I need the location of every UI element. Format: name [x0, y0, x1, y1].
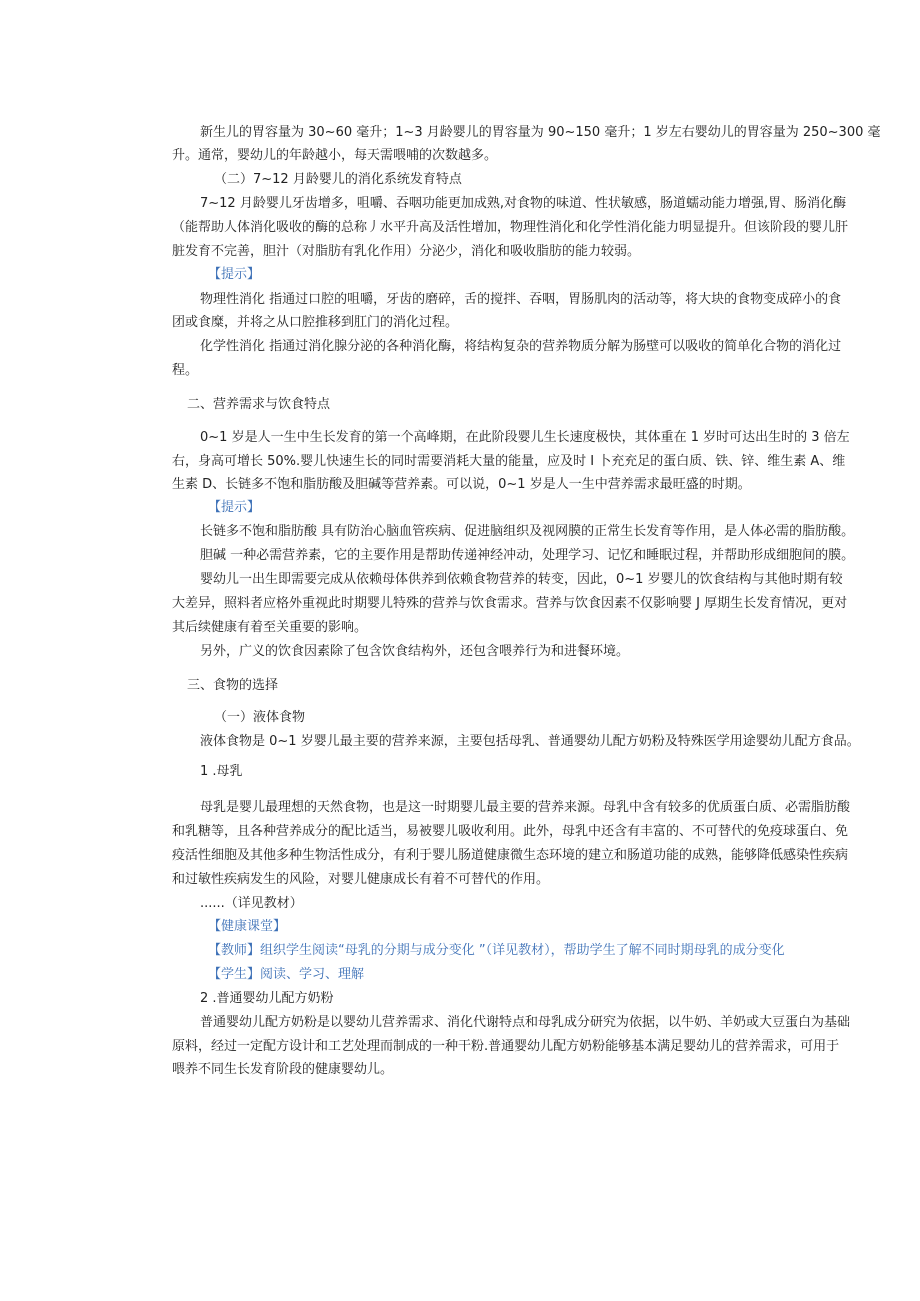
student-activity: 【学生】阅读、学习、理解	[208, 967, 365, 982]
paragraph-line: 0~1 岁是人一生中生长发育的第一个高峰期，在此阶段婴儿生长速度极快，其体重在 1 岁时可达出生时的 3 倍左	[200, 430, 850, 445]
list-item-heading: 1 .母乳	[200, 764, 243, 779]
paragraph-line: 生素 D、长链多不饱和脂肪酸及胆碱等营养素。可以说，0~1 岁是人一生中营养需求最旺盛的时期。	[172, 477, 751, 492]
paragraph-line: 团或食糜，并将之从口腔推移到肛门的消化过程。	[172, 315, 459, 330]
paragraph-line: 和乳糖等，且各种营养成分的配比适当，易被婴儿吸收利用。此外，母乳中还含有丰富的、不可替代的免疫球蛋白、免	[172, 824, 849, 839]
list-item-heading: 2 .普通婴幼儿配方奶粉	[200, 991, 334, 1006]
paragraph-line: 化学性消化 指通过消化腺分泌的各种消化酶，将结构复杂的营养物质分解为肠壁可以吸收的简单化合物的消化过	[200, 339, 842, 354]
paragraph-line: 普通婴幼儿配方奶粉是以婴幼儿营养需求、消化代谢特点和母乳成分研究为依据，以牛奶、羊奶或大豆蛋白为基础	[200, 1015, 851, 1030]
paragraph-line: 液体食物是 0~1 岁婴儿最主要的营养来源，主要包括母乳、普通婴幼儿配方奶粉及特殊医学用途婴幼儿配方食品。	[200, 734, 860, 749]
paragraph-line: 其后续健康有着至关重要的影响。	[172, 620, 368, 635]
subsection-heading: （一）液体食物	[214, 710, 306, 725]
tip-label: 【提示】	[208, 267, 261, 282]
paragraph-line: 物理性消化 指通过口腔的咀嚼，牙齿的磨碎，舌的搅拌、吞咽，胃肠肌肉的活动等，将大块的食物变成碎小的食	[200, 292, 842, 307]
paragraph-line: 喂养不同生长发育阶段的健康婴幼儿。	[172, 1062, 394, 1077]
teacher-activity: 【教师】组织学生阅读“母乳的分期与成分变化 ”（详见教材），帮助学生了解不同时期母乳的成分变化	[208, 943, 785, 958]
subsection-heading: （二）7~12 月龄婴儿的消化系统发育特点	[214, 172, 462, 187]
paragraph-line: 婴幼儿一出生即需要完成从依赖母体供养到依赖食物营养的转变，因此，0~1 岁婴儿的饮食结构与其他时期有较	[200, 572, 843, 587]
paragraph-line: 程。	[172, 363, 199, 378]
see-textbook-note: ......（详见教材）	[200, 896, 303, 911]
paragraph-line: 脏发育不完善，胆汁（对脂肪有乳化作用）分泌少，消化和吸收脂肪的能力较弱。	[172, 244, 641, 259]
paragraph-line: 7~12 月龄婴儿牙齿增多，咀嚼、吞咽功能更加成熟,对食物的味道、性状敏感，肠道蠕动能力增强,胃、肠消化酶	[200, 196, 847, 211]
paragraph-line: 新生儿的胃容量为 30~60 毫升；1~3 月龄婴儿的胃容量为 90~150 毫升；1 岁左右婴幼儿的胃容量为 250~300 毫	[200, 125, 881, 140]
paragraph-line: 大差异，照料者应格外重视此时期婴儿特殊的营养与饮食需求。营养与饮食因素不仅影响婴 J 厚期生长发育情况，更对	[172, 596, 848, 611]
paragraph-line: 和过敏性疾病发生的风险，对婴儿健康成长有着不可替代的作用。	[172, 872, 550, 887]
paragraph-line: （能帮助人体消化吸收的酶的总称丿水平升高及活性增加，物理性消化和化学性消化能力明显提升。但该阶段的婴儿肝	[172, 220, 849, 235]
tip-label: 【提示】	[208, 500, 261, 515]
paragraph-line: 疫活性细胞及其他多种生物活性成分，有利于婴儿肠道健康微生态环境的建立和肠道功能的成熟，能够降低感染性疾病	[172, 848, 849, 863]
paragraph-line: 原料，经过一定配方设计和工艺处理而制成的一种干粉.普通婴幼儿配方奶粉能够基本满足婴幼儿的营养需求，可用于	[172, 1039, 840, 1054]
section-heading: 三、食物的选择	[187, 678, 279, 693]
paragraph-line: 胆碱 一种必需营养素，它的主要作用是帮助传递神经冲动，处理学习、记忆和睡眠过程，并帮助形成细胞间的膜。	[200, 548, 855, 563]
paragraph-line: 另外，广义的饮食因素除了包含饮食结构外，还包含喂养行为和进餐环境。	[200, 644, 630, 659]
paragraph-line: 右，身高可增长 50%.婴儿快速生长的同时需要消耗大量的能量，应及时 I 卜充充足的蛋白质、铁、锌、维生素 A、维	[172, 454, 846, 469]
section-heading: 二、营养需求与饮食特点	[187, 397, 331, 412]
health-class-label: 【健康课堂】	[208, 919, 287, 934]
paragraph-line: 母乳是婴儿最理想的天然食物，也是这一时期婴儿最主要的营养来源。母乳中含有较多的优质蛋白质、必需脂肪酸	[200, 800, 851, 815]
paragraph-line: 长链多不饱和脂肪酸 具有防治心脑血管疾病、促进脑组织及视网膜的正常生长发育等作用，是人体必需的脂肪酸。	[200, 524, 855, 539]
paragraph-line: 升。通常，婴幼儿的年龄越小，每天需喂哺的次数越多。	[172, 148, 498, 163]
